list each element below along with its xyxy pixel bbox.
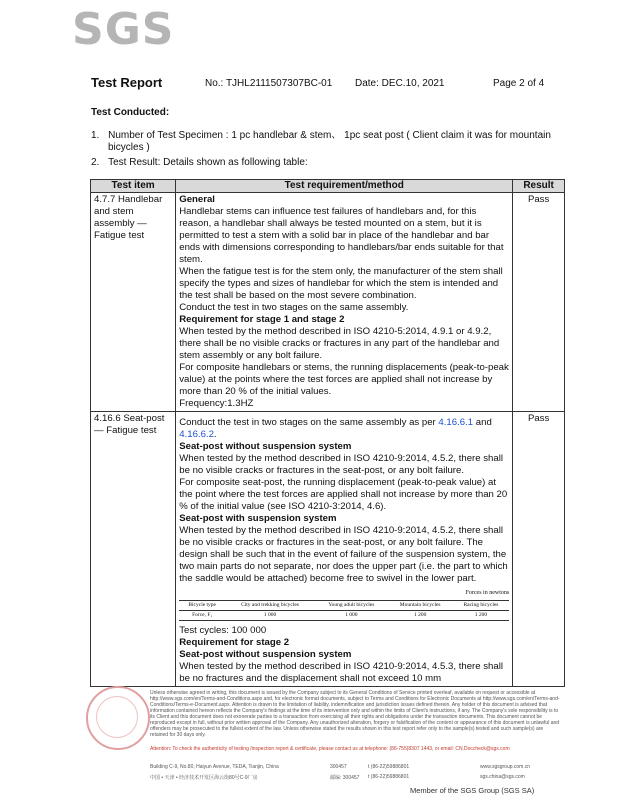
text: Conduct the test in two stages on the same assembly as per bbox=[179, 417, 436, 428]
forces-header: Bicycle type bbox=[179, 601, 225, 611]
forces-cell: 1 000 bbox=[225, 611, 315, 621]
footer-phone-en: t (86-22)59886801 bbox=[368, 764, 410, 770]
test-method-cell bbox=[176, 193, 513, 412]
section-heading: Test Conducted: bbox=[91, 107, 170, 118]
paragraph: Conduct the test in two stages on the same assembly. bbox=[179, 302, 409, 313]
paragraph: For composite handlebars or stems, the running displacements (peak-to-peak value) at the points where the test forces are applied shall not increase by more than 20 % of the initial values. bbox=[179, 362, 509, 397]
test-item-cell: 4.7.7 Handlebar and stem assembly — Fatigue test bbox=[91, 193, 176, 412]
footer-postcode-cn: 邮编: 300457 bbox=[330, 775, 360, 781]
list-item-1-cont: bicycles ) bbox=[108, 142, 150, 153]
subheading: Seat-post with suspension system bbox=[179, 513, 337, 524]
paragraph: Frequency:1.3HZ bbox=[179, 398, 254, 409]
footer-address-cn: 中国 • 天津 • 经济技术开发区海云街80号C-9厂房 bbox=[150, 775, 258, 781]
list-text: Test Result: Details shown as following table: bbox=[108, 157, 308, 168]
report-title: Test Report bbox=[91, 75, 163, 90]
text: . bbox=[213, 429, 217, 440]
forces-cell: 1 200 bbox=[388, 611, 453, 621]
paragraph: When the fatigue test is for the stem only, the manufacturer of the stem shall specify the types and sizes of handlebar for which the stem is intended and the test shall be based on the most severe combination. bbox=[179, 266, 503, 301]
subheading: Seat-post without suspension system bbox=[179, 441, 352, 452]
text: and bbox=[475, 417, 492, 428]
sgs-logo: SGS bbox=[72, 4, 175, 55]
link-4-16-6-1[interactable]: 4.16.6.1 bbox=[438, 417, 474, 428]
forces-header: Mountain bicycles bbox=[388, 601, 453, 611]
forces-header: Racing bicycles bbox=[453, 601, 510, 611]
footer-address-en: Building C-9, No.80, Haiyun Avenue, TEDA, Tianjin, China bbox=[150, 764, 279, 770]
paragraph bbox=[179, 417, 509, 441]
certification-stamp-icon bbox=[86, 686, 150, 750]
paragraph: When tested by the method described in ISO 4210-9:2014, 4.5.2, there shall be no visible cracks or fractures in the seat-post, or any bolt failure. bbox=[179, 453, 503, 476]
table-row bbox=[91, 193, 565, 412]
forces-cell: 1 200 bbox=[453, 611, 510, 621]
test-method-cell bbox=[176, 412, 513, 687]
paragraph: When tested by the method described in ISO 4210-9:2014, 4.5.3, there shall be no fractures and the displacement shall not exceed 10 mm bbox=[179, 661, 503, 684]
forces-table bbox=[179, 600, 509, 621]
table-header-row bbox=[91, 180, 565, 193]
forces-caption: Forces in newtons bbox=[465, 590, 510, 596]
subheading: Requirement for stage 2 bbox=[179, 637, 290, 648]
result-cell: Pass bbox=[513, 412, 565, 687]
list-text: Number of Test Specimen : 1 pc handlebar & stem、 1pc seat post ( Client claim it was for mountain bbox=[108, 130, 551, 141]
paragraph: When tested by the method described in ISO 4210-5:2014, 4.9.1 or 4.9.2, there shall be no visible cracks or fractures in any part of the handlebar and stem assembly or any bolt failure. bbox=[179, 326, 500, 361]
footer-postcode-en: 300457 bbox=[330, 764, 347, 770]
col-header-result: Result bbox=[513, 180, 565, 193]
col-header-item: Test item bbox=[91, 180, 176, 193]
list-item-1 bbox=[91, 126, 551, 141]
forces-header: Young adult bicycles bbox=[315, 601, 388, 611]
footer-web: www.sgsgroup.com.cn bbox=[480, 764, 531, 770]
footer-email: sgs.china@sgs.com bbox=[480, 774, 525, 780]
test-table bbox=[90, 179, 565, 687]
footer-attention: Attention: To check the authenticity of testing /inspection report & certificate, please contact us at telephone: (86-755)8307 1443, or email: CN.Doccheck@sgs.com bbox=[150, 746, 510, 752]
col-header-method: Test requirement/method bbox=[176, 180, 513, 193]
forces-cell: 1 000 bbox=[315, 611, 388, 621]
paragraph: Handlebar stems can influence test failures of handlebars and, for this reason, a handlebar shall always be tested mounted on a stem, but it is permitted to test a stem with a solid bar in place of the handlebar and bar ends with dimensions corresponding to handlebars/bar ends suitable for that stem. bbox=[179, 206, 504, 265]
test-item-cell: 4.16.6 Seat-post — Fatigue test bbox=[91, 412, 176, 687]
list-number: 2. bbox=[91, 157, 100, 168]
list-item-2 bbox=[91, 157, 308, 168]
list-number: 1. bbox=[91, 130, 100, 141]
subheading: General bbox=[179, 194, 215, 205]
paragraph: For composite seat-post, the running displacement (peak-to-peak value) at the point where the test forces are applied shall not increase by more than 20 % of the initial value (see ISO 4210-3:2014, 4.6). bbox=[179, 477, 508, 512]
link-4-16-6-2[interactable]: 4.16.6.2 bbox=[179, 429, 214, 440]
subheading: Requirement for stage 1 and stage 2 bbox=[179, 314, 345, 325]
result-cell: Pass bbox=[513, 193, 565, 412]
paragraph: When tested by the method described in ISO 4210-9:2014, 4.5.2, there shall be no visible cracks or fractures in the seat-post, or any bolt failure. The design shall be such that in the event of failure of the suspension system, the two main parts do not separate, nor does the upper part (i.e. the part to which the saddle would be attached) become free to swivel in the lower part. bbox=[179, 525, 508, 584]
paragraph: Test cycles: 100 000 bbox=[179, 625, 267, 636]
report-date: Date: DEC.10, 2021 bbox=[355, 78, 445, 89]
page-number: Page 2 of 4 bbox=[493, 78, 545, 89]
footer-phone-cn: t (86-22)59886801 bbox=[368, 774, 410, 780]
forces-header-row bbox=[179, 601, 509, 611]
forces-value-row bbox=[179, 611, 509, 621]
footer-disclaimer: Unless otherwise agreed in writing, this document is issued by the Company subject to its General Conditions of Service printed overleaf, available on request or accessible at http://www.sgs.com/en/Terms-and-Conditions.aspx and, for electronic format documents, subject to Terms and Conditions for Electronic Documents at http://www.sgs.com/en/Terms-and-Conditions/Terms-e-Document.aspx. Attention is drawn to the limitation of liability, indemnification and jurisdiction issues defined therein. Any holder of this document is advised that information contained hereon reflects the Company's findings at the time of its intervention only and within the limits of Client's instructions, if any. The Company's sole responsibility is to its Client and this document does not exonerate parties to a transaction from exercising all their rights and obligations under the transaction documents. This document cannot be reproduced except in full, without prior written approval of the Company. Any unauthorized alteration, forgery or falsification of the content or appearance of this document is unlawful and offenders may be prosecuted to the fullest extent of the law. Unless otherwise stated the results shown in this test report refer only to the sample(s) tested and such sample(s) are retained for 30 days only. bbox=[150, 690, 560, 738]
footer-member: Member of the SGS Group (SGS SA) bbox=[410, 786, 535, 795]
report-number: No.: TJHL2111507307BC-01 bbox=[205, 78, 333, 89]
table-row bbox=[91, 412, 565, 687]
forces-header: City and trekking bicycles bbox=[225, 601, 315, 611]
forces-cell: Force, F₁ bbox=[179, 611, 225, 621]
subheading: Seat-post without suspension system bbox=[179, 649, 352, 660]
